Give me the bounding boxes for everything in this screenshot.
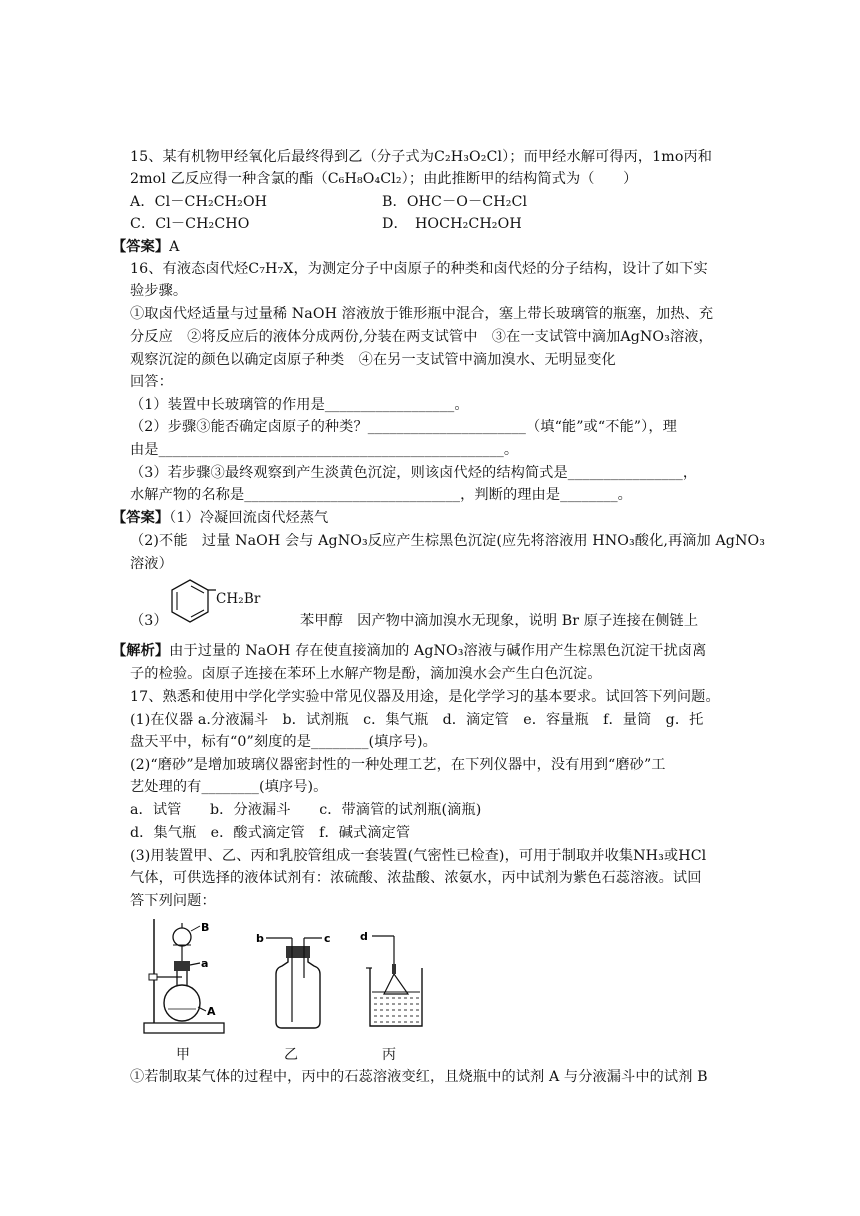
label-b-upper: B xyxy=(201,921,210,934)
label-c: c xyxy=(324,932,331,945)
q17-line3: 盘天平中，标有“0”刻度的是________(填序号)。 xyxy=(130,734,437,750)
answer-value: A xyxy=(169,239,180,255)
answer-text: （1）冷凝回流卤代烃蒸气 xyxy=(169,510,329,526)
answer-label: 【答案】 xyxy=(112,510,170,526)
explanation-text: 由于过量的 NaOH 存在使直接滴加的 AgNO₃溶液与碱作用产生棕黑色沉淀干扰卤离 xyxy=(169,643,707,659)
q16-line6: 回答： xyxy=(130,374,173,390)
q17-line6: a．试管 b．分液漏斗 c．带滴管的试剂瓶(滴瓶) xyxy=(130,802,482,818)
q17-line8: (3)用装置甲、乙、丙和乳胶管组成一套装置(气密性已检查)，可用于制取并收集NH₃或HCl xyxy=(130,848,707,864)
q16-line7: （1）装置中长玻璃管的作用是__________________。 xyxy=(130,397,469,413)
q17-line2: (1)在仪器 a.分液漏斗 b．试剂瓶 c．集气瓶 d．滴定管 e．容量瓶 f．量筒 g．托 xyxy=(130,712,704,728)
apparatus-bing-figure xyxy=(358,930,438,1030)
label-b: b xyxy=(256,932,264,945)
apparatus-yi-figure xyxy=(254,930,334,1030)
q17-line1: 17、熟悉和使用中学化学实验中常见仪器及用途，是化学学习的基本要求。试回答下列问题。 xyxy=(130,689,720,705)
q16-line4: 分反应 ②将反应后的液体分成两份,分装在两支试管中 ③在一支试管中滴加AgNO₃溶液， xyxy=(130,329,713,345)
caption-bing: 丙 xyxy=(382,1047,396,1063)
q16-line2: 验步骤。 xyxy=(130,283,188,299)
ch2br-label: CH₂Br xyxy=(216,591,261,607)
q16-line11: 水解产物的名称是______________________________，判断的理由是________。 xyxy=(130,487,632,503)
q16-answer-2: （2)不能 过量 NaOH 会与 AgNO₃反应产生棕黑色沉淀(应先将溶液用 HNO₃酸化,再滴加 AgNO₃ xyxy=(130,533,766,549)
q16-line10: （3）若步骤③最终观察到产生淡黄色沉淀，则该卤代烃的结构简式是________________， xyxy=(130,465,698,481)
q16-answer-3-text: 苯甲醇 因产物中滴加溴水无现象，说明 Br 原子连接在侧链上 xyxy=(300,613,699,629)
q15-line2: 2mol 乙反应得一种含氯的酯（C₆H₈O₄Cl₂）；由此推断甲的结构简式为（ ） xyxy=(130,171,638,187)
q15-option-a: A．Cl－CH₂CH₂OH xyxy=(130,194,268,210)
q16-answer-1 xyxy=(112,507,328,529)
apparatus-jia-figure xyxy=(134,915,244,1037)
q17-line9: 气体，可供选择的液体试剂有：浓硫酸、浓盐酸、浓氨水，丙中试剂为紫色石蕊溶液。试回 xyxy=(130,870,702,886)
q17-line5: 艺处理的有________(填序号)。 xyxy=(130,779,328,795)
q15-answer xyxy=(112,236,180,258)
q17-line10: 答下列问题： xyxy=(130,893,216,909)
q15-option-d: D． HOCH₂CH₂OH xyxy=(382,216,522,232)
caption-yi: 乙 xyxy=(284,1047,298,1063)
q16-line8: （2）步骤③能否确定卤原子的种类？______________________（填“能”或“不能”），理 xyxy=(130,419,677,435)
q16-answer-3-number: （3） xyxy=(130,613,168,629)
explanation-label: 【解析】 xyxy=(112,643,170,659)
q16-explanation-1 xyxy=(112,640,706,662)
q17-line11: ①若制取某气体的过程中，丙中的石蕊溶液变红，且烧瓶中的试剂 A 与分液漏斗中的试剂 B xyxy=(130,1069,708,1085)
answer-label: 【答案】 xyxy=(112,239,170,255)
q15-option-b: B．OHC－O－CH₂Cl xyxy=(382,194,528,210)
label-a-upper: A xyxy=(207,1005,216,1018)
q16-explanation-2: 子的检验。卤原子连接在苯环上水解产物是酚，滴加溴水会产生白色沉淀。 xyxy=(130,666,602,682)
label-d: d xyxy=(360,930,368,943)
q16-line9: 由是________________________________________________。 xyxy=(130,442,519,458)
q16-answer-2b: 溶液） xyxy=(130,556,173,572)
label-a-lower: a xyxy=(201,957,209,970)
q15-line1: 15、某有机物甲经氧化后最终得到乙（分子式为C₂H₃O₂Cl）；而甲经水解可得丙，1mo丙和 xyxy=(130,149,713,165)
caption-jia: 甲 xyxy=(176,1047,190,1063)
q16-line5: 观察沉淀的颜色以确定卤原子种类 ④在另一支试管中滴加溴水、无明显变化 xyxy=(130,352,616,368)
q17-line4: (2)“磨砂”是增加玻璃仪器密封性的一种处理工艺，在下列仪器中，没有用到“磨砂”工 xyxy=(130,757,666,773)
q15-option-c: C．Cl－CH₂CHO xyxy=(130,216,250,232)
q17-line7: d．集气瓶 e．酸式滴定管 f．碱式滴定管 xyxy=(130,825,411,841)
q16-line3: ①取卤代烃适量与过量稀 NaOH 溶液放于锥形瓶中混合，塞上带长玻璃管的瓶塞，加热、充 xyxy=(130,306,714,322)
q16-line1: 16、有液态卤代烃C₇H₇X，为测定分子中卤原子的种类和卤代烃的分子结构，设计了如下实 xyxy=(130,261,708,277)
